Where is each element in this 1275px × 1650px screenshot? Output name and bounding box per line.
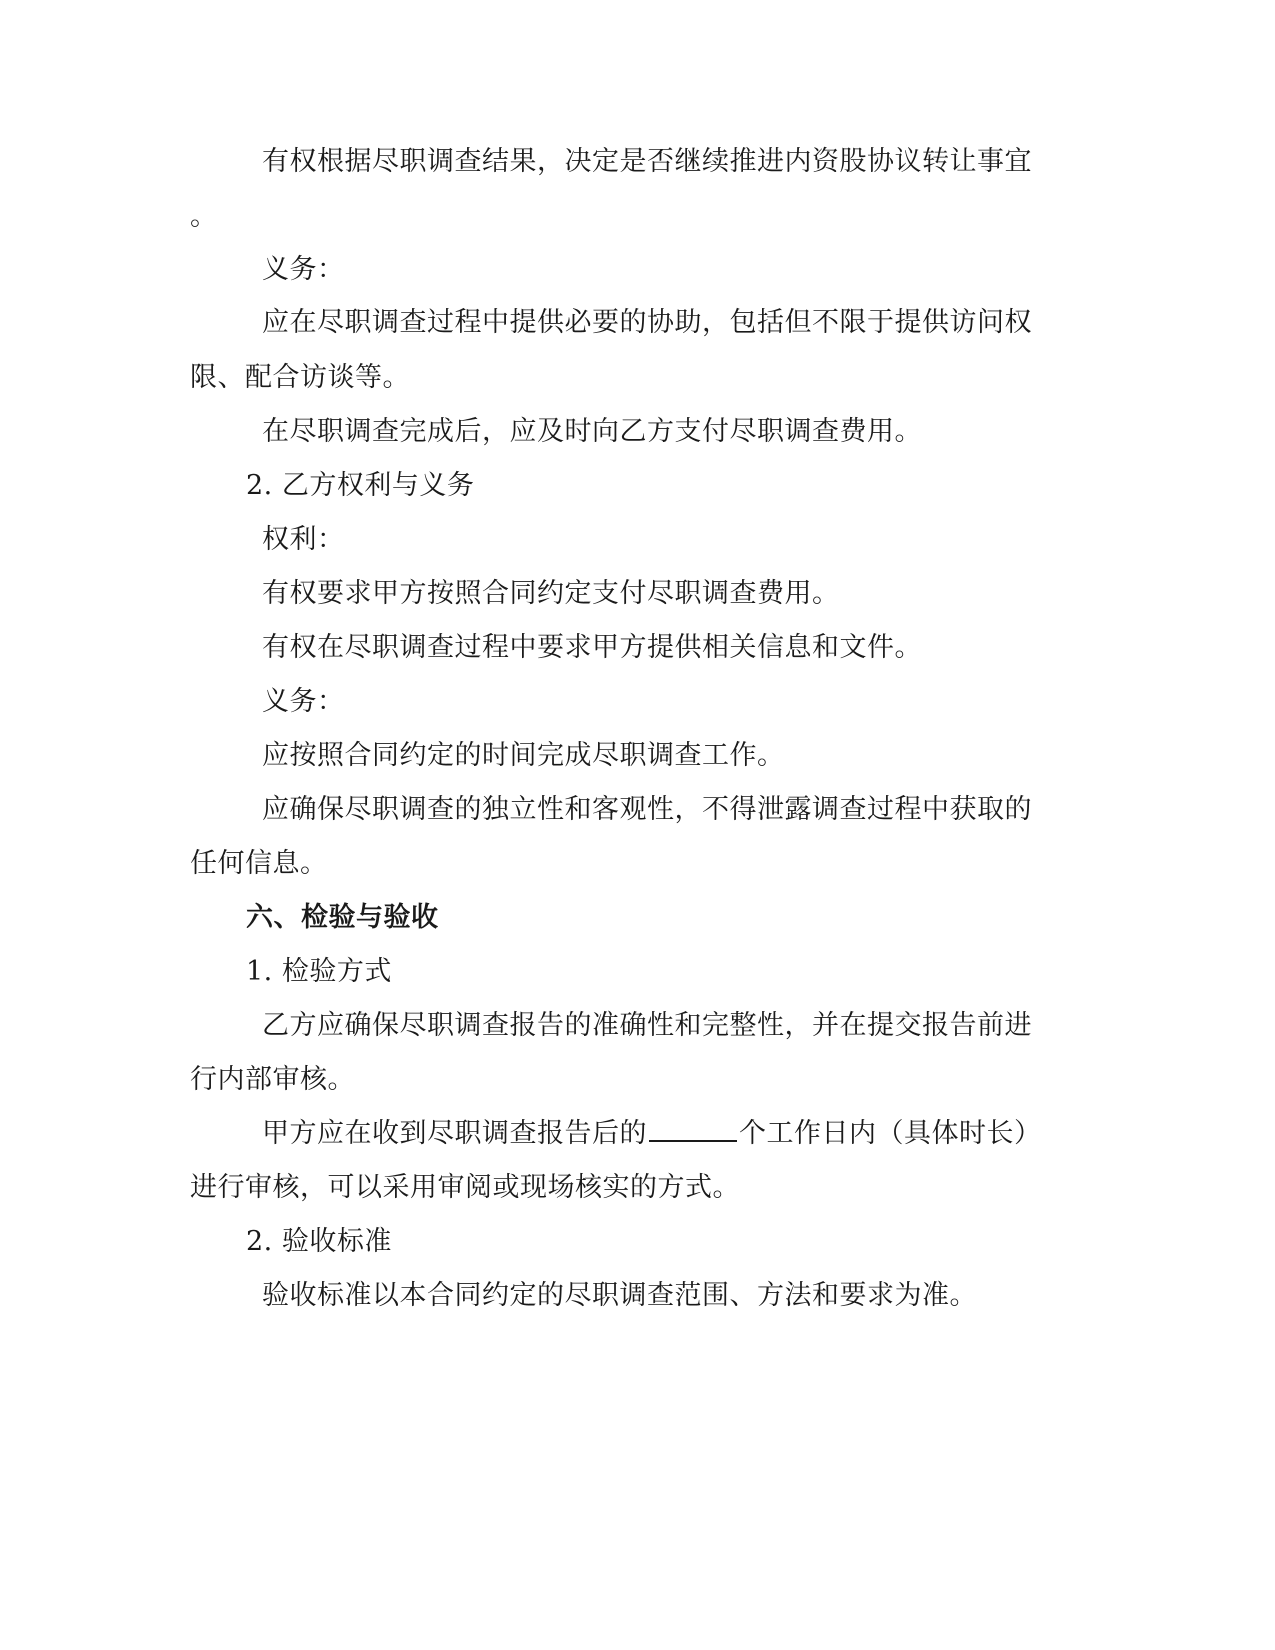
paragraph-line: 应确保尽职调查的独立性和客观性，不得泄露调查过程中获取的 [262,794,1032,825]
paragraph-line: 任何信息。 [190,848,328,879]
fill-in-blank [649,1118,737,1142]
paragraph-line: 。 [190,201,218,232]
paragraph-line: 行内部审核。 [190,1064,355,1095]
numbered-item-title: 2. 乙方权利与义务 [246,470,475,501]
numbered-item-title: 2. 验收标准 [246,1226,392,1257]
paragraph-line: 在尽职调查完成后，应及时向乙方支付尽职调查费用。 [262,416,922,447]
numbered-item-title: 1. 检验方式 [246,956,392,987]
paragraph-line: 乙方应确保尽职调查报告的准确性和完整性，并在提交报告前进 [262,1010,1032,1041]
paragraph-line-with-blank [262,1117,1042,1151]
subheading-rights: 权利： [262,524,345,555]
paragraph-text: 甲方应在收到尽职调查报告后的 [262,1118,647,1149]
paragraph-line: 进行审核，可以采用审阅或现场核实的方式。 [190,1172,740,1203]
subheading-obligations: 义务： [262,254,345,285]
paragraph-text: 个工作日内（具体时长） [739,1118,1042,1149]
paragraph-line: 应按照合同约定的时间完成尽职调查工作。 [262,740,785,771]
subheading-obligations: 义务： [262,686,345,717]
paragraph-line: 应在尽职调查过程中提供必要的协助，包括但不限于提供访问权 [262,307,1032,338]
paragraph-line: 有权根据尽职调查结果，决定是否继续推进内资股协议转让事宜 [262,146,1032,177]
paragraph-line: 限、配合访谈等。 [190,362,410,393]
paragraph-line: 验收标准以本合同约定的尽职调查范围、方法和要求为准。 [262,1280,977,1311]
section-heading: 六、检验与验收 [246,902,439,933]
paragraph-line: 有权在尽职调查过程中要求甲方提供相关信息和文件。 [262,632,922,663]
paragraph-line: 有权要求甲方按照合同约定支付尽职调查费用。 [262,578,840,609]
